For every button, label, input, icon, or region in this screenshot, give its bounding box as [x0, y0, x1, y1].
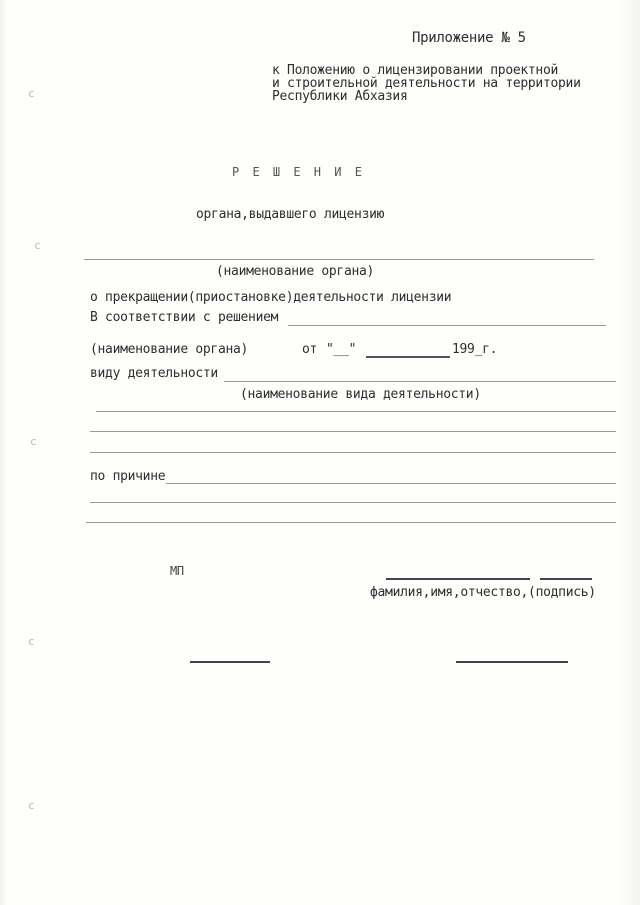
signature-sign-line: [540, 578, 592, 580]
scan-edge-right: [618, 0, 640, 905]
activity-caption: (наименование вида деятельности): [240, 387, 481, 402]
stamp-label: МП: [170, 564, 184, 578]
document-subtitle: органа,выдавшего лицензию: [196, 207, 385, 222]
reason-line: [166, 483, 616, 484]
appendix-number: Приложение № 5: [412, 30, 526, 46]
blank-line: [96, 411, 616, 412]
scan-edge-left: [0, 0, 8, 905]
reference-line-2: и строительной деятельности на территории: [272, 76, 581, 91]
bottom-line-left: [190, 661, 270, 663]
decision-line: [288, 325, 606, 326]
binder-hole-mark: c: [28, 799, 35, 812]
binder-hole-mark: c: [34, 239, 41, 252]
organ-name-line: [84, 259, 594, 260]
date-year: 199_г.: [452, 342, 498, 357]
binder-hole-mark: c: [28, 635, 35, 648]
activity-label: виду деятельности: [90, 366, 218, 381]
blank-line: [90, 431, 616, 432]
binder-hole-mark: c: [30, 435, 37, 448]
date-from-label: от: [302, 342, 318, 357]
blank-line: [90, 502, 616, 503]
activity-line: [224, 381, 616, 382]
bottom-line-right: [456, 661, 568, 663]
blank-line: [86, 522, 616, 523]
reference-line-3: Республики Абхазия: [272, 89, 408, 104]
signature-name-line: [386, 578, 530, 580]
document-title: Р Е Ш Е Н И Е: [232, 165, 365, 179]
signature-caption: фамилия,имя,отчество,(подпись): [370, 585, 596, 600]
blank-line: [90, 452, 616, 453]
reference-line-1: к Положению о лицензировании проектной: [272, 63, 559, 78]
reason-label: по причине: [90, 469, 166, 484]
binder-hole-mark: c: [28, 87, 35, 100]
organ-name-caption: (наименование органа): [216, 264, 375, 279]
date-month-line: [366, 356, 450, 358]
termination-text: о прекращении(приостановке)деятельности лицензии: [90, 290, 452, 305]
according-text: В соответствии с решением: [90, 310, 279, 325]
organ-name-caption-2: (наименование органа): [90, 342, 249, 357]
date-day-quote: "__": [326, 342, 357, 357]
